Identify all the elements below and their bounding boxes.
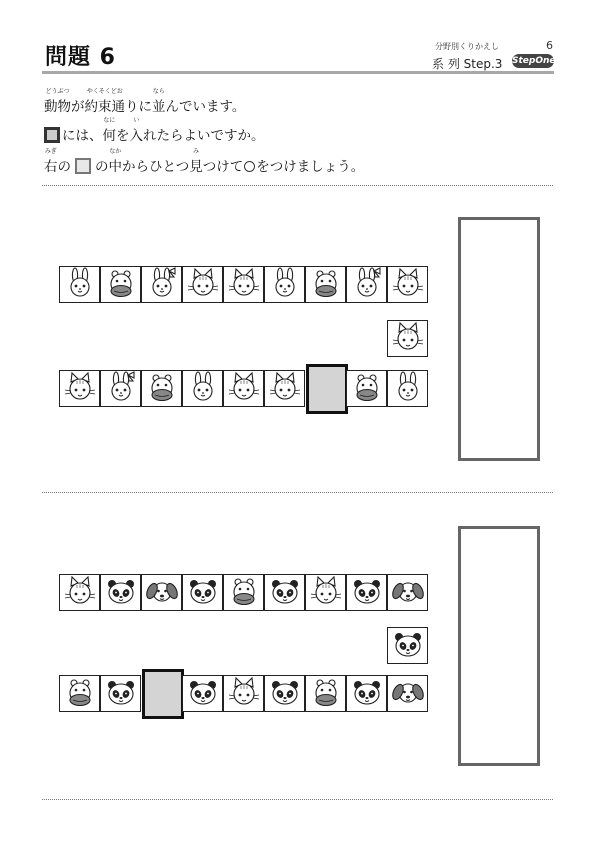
hippo-icon [309, 266, 343, 304]
rabbit-icon [268, 266, 302, 304]
sequence-cell [141, 370, 182, 407]
hippo-icon [227, 574, 261, 612]
cat-icon [391, 320, 425, 358]
hippo-icon [145, 370, 179, 408]
cat-icon [63, 370, 97, 408]
panda-icon [391, 627, 425, 665]
cat-icon [391, 266, 425, 304]
cat-icon [186, 266, 220, 304]
sequence-cell [59, 675, 100, 712]
cat-icon [268, 370, 302, 408]
divider [42, 185, 553, 186]
sequence-cell [223, 370, 264, 407]
panda-icon [186, 675, 220, 713]
sequence-cell [100, 370, 141, 407]
sequence-cell [387, 320, 428, 357]
circle-mark-icon [244, 161, 255, 172]
sequence-cell [346, 370, 387, 407]
rabbit-icon [391, 370, 425, 408]
dog-icon [391, 675, 425, 713]
sequence-cell [264, 266, 305, 303]
sequence-cell [100, 574, 141, 611]
hippo-icon [63, 675, 97, 713]
sequence-cell [305, 574, 346, 611]
rabbit-icon [63, 266, 97, 304]
sequence-cell [182, 675, 223, 712]
instruction-line-2: には、 なに 何を い 入れたらよいですか。 [44, 124, 265, 144]
sequence-cell [387, 370, 428, 407]
cat-icon [227, 266, 261, 304]
sequence-cell [264, 574, 305, 611]
sequence-cell [305, 266, 346, 303]
page-title: 問題 6 [45, 45, 116, 70]
sequence-cell [223, 675, 264, 712]
stepone-badge: StepOne [512, 56, 556, 66]
sequence-cell [264, 675, 305, 712]
cat-icon [227, 370, 261, 408]
cat-icon [227, 675, 261, 713]
sequence-cell [346, 675, 387, 712]
sequence-cell [223, 266, 264, 303]
rabbit-icon [186, 370, 220, 408]
sequence-cell [387, 627, 428, 664]
page-number: 6 [546, 39, 553, 52]
sequence-cell [59, 370, 100, 407]
sequence-cell [387, 574, 428, 611]
rabbit-bow-icon [104, 370, 138, 408]
panda-icon [104, 574, 138, 612]
instruction-line-1: どうぶつ 動物が やくそくどお 約束通りに なら 並んでいます。 [44, 88, 246, 115]
sequence-cell [59, 574, 100, 611]
divider [42, 799, 553, 800]
sequence-cell [100, 266, 141, 303]
hippo-icon [104, 266, 138, 304]
header-rule [42, 71, 554, 74]
sequence-cell [346, 574, 387, 611]
divider [42, 492, 553, 493]
answer-blank[interactable] [142, 669, 184, 719]
sequence-cell [182, 574, 223, 611]
sequence-cell [387, 266, 428, 303]
dog-icon [391, 574, 425, 612]
choice-box-2 [458, 526, 540, 766]
sequence-cell [59, 266, 100, 303]
choice-box-1 [458, 217, 540, 461]
panda-icon [186, 574, 220, 612]
dog-icon [145, 574, 179, 612]
sequence-cell [182, 370, 223, 407]
sequence-cell [182, 266, 223, 303]
category-label: 分野別くりかえし [435, 42, 499, 51]
panda-icon [104, 675, 138, 713]
panda-icon [268, 675, 302, 713]
panda-icon [268, 574, 302, 612]
sequence-cell [264, 370, 305, 407]
panda-icon [350, 574, 384, 612]
rabbit-bow-icon [145, 266, 179, 304]
series-label: 系 列 Step.3 [432, 57, 503, 71]
rabbit-bow-icon [350, 266, 384, 304]
blank-square-icon [44, 127, 60, 143]
hippo-icon [350, 370, 384, 408]
cat-icon [309, 574, 343, 612]
sequence-cell [223, 574, 264, 611]
hippo-icon [309, 675, 343, 713]
sequence-cell [387, 675, 428, 712]
sequence-cell [141, 574, 182, 611]
answer-blank[interactable] [306, 364, 348, 414]
sequence-cell [100, 675, 141, 712]
sequence-cell [141, 266, 182, 303]
panda-icon [350, 675, 384, 713]
sequence-cell [305, 675, 346, 712]
cat-icon [63, 574, 97, 612]
instruction-line-3: みぎ 右の の なか 中からひとつ み 見つけて をつけましょう。 [44, 148, 365, 175]
sequence-cell [346, 266, 387, 303]
choice-box-icon [75, 158, 91, 174]
